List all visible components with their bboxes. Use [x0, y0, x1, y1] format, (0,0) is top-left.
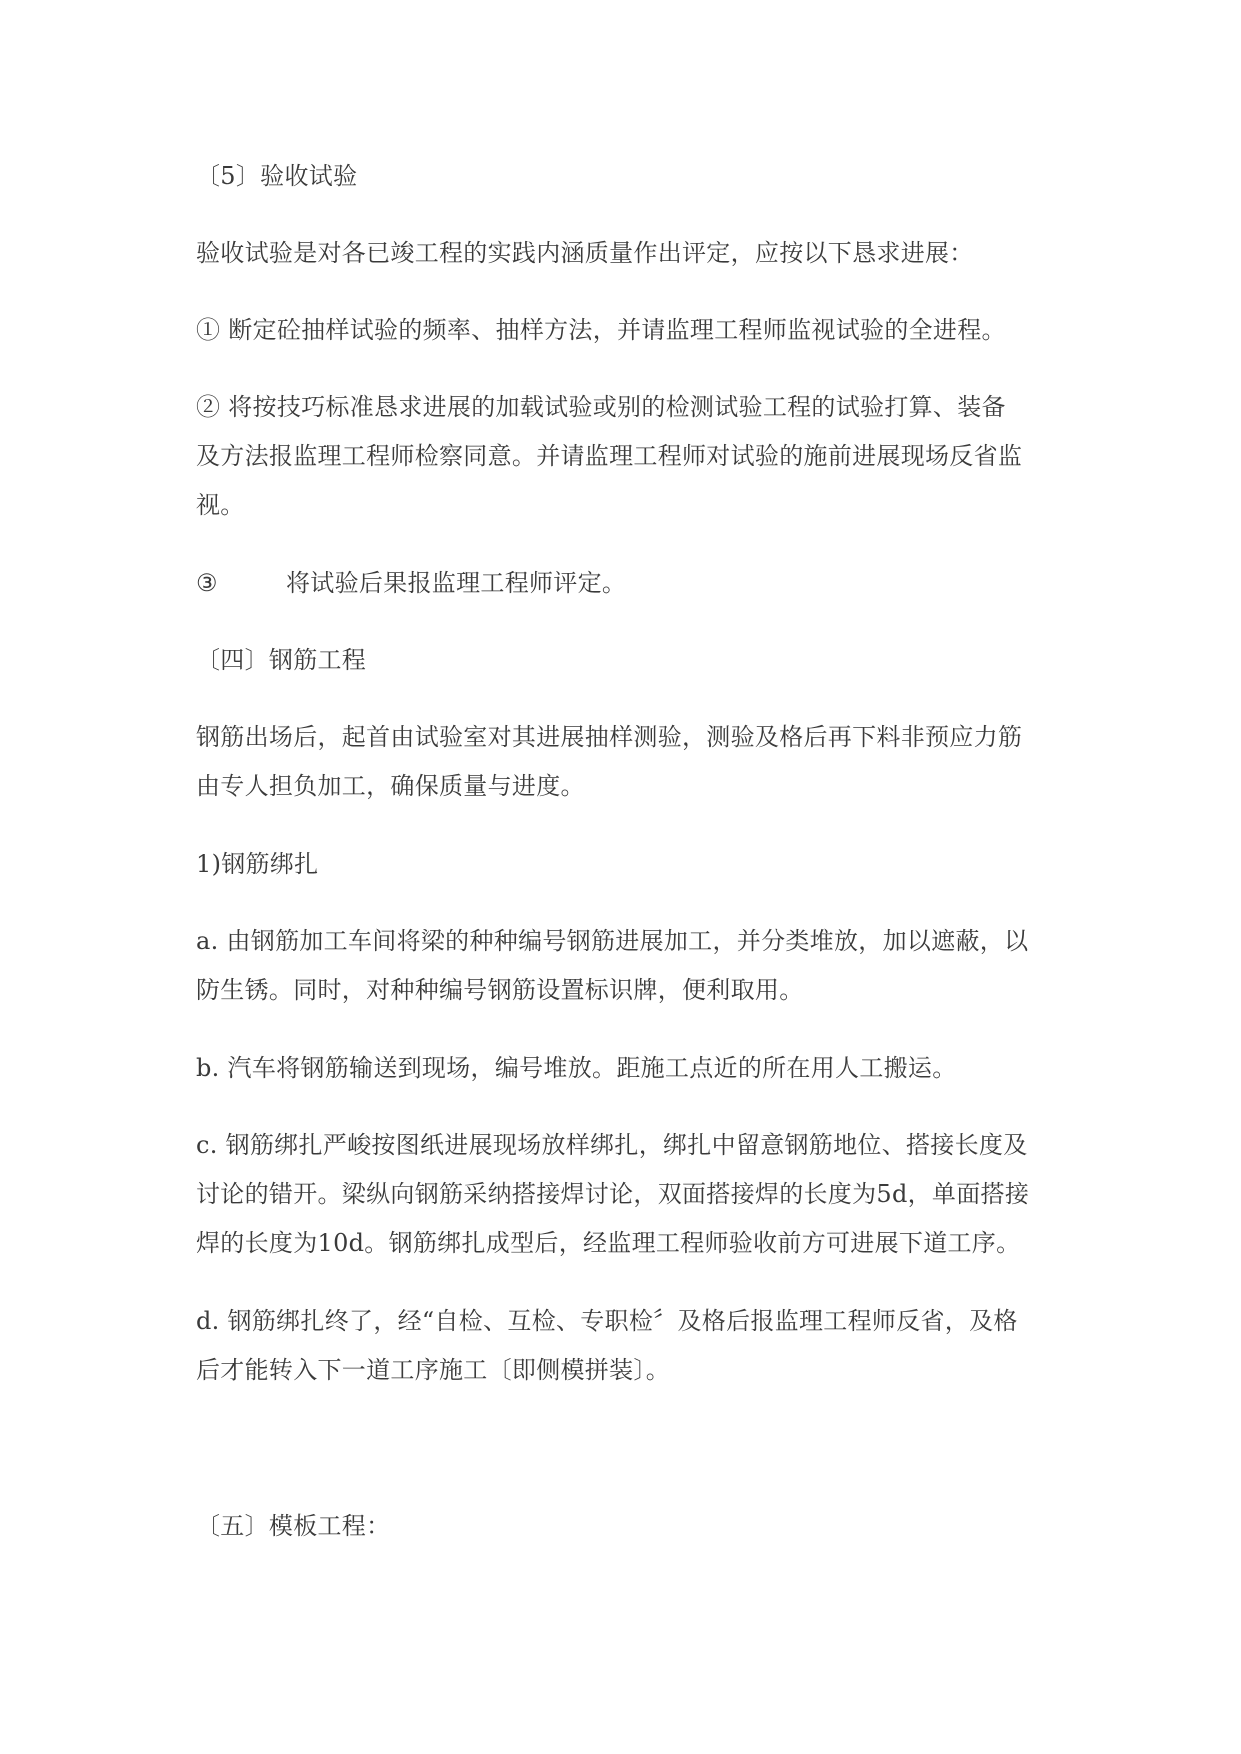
list-item-2-line-3: 视。	[196, 491, 245, 519]
paragraph-c-line-3: 焊的长度为10d。钢筋绑扎成型后，经监理工程师验收前方可进展下道工序。	[196, 1229, 1021, 1257]
paragraph-d-line-1: d. 钢筋绑扎终了，经“自检、互检、专职检〞及格后报监理工程师反省，及格	[196, 1307, 1018, 1335]
list-item-3	[196, 559, 1056, 608]
paragraph-c-line-1: c. 钢筋绑扎严峻按图纸进展现场放样绑扎，绑扎中留意钢筋地位、搭接长度及	[196, 1131, 1028, 1159]
paragraph-intro: 验收试验是对各已竣工程的实践内涵质量作出评定，应按以下恳求进展：	[196, 239, 974, 267]
list-item-3-text: 将试验后果报监理工程师评定。	[286, 569, 627, 597]
paragraph-d-line-2: 后才能转入下一道工序施工〔即侧模拼装〕。	[196, 1356, 670, 1384]
paragraph-steel-intro-line-1: 钢筋出场后，起首由试验室对其进展抽样测验，测验及格后再下料非预应力筋	[196, 723, 1023, 751]
list-item-1: ① 断定砼抽样试验的频率、抽样方法，并请监理工程师监视试验的全进程。	[196, 316, 1006, 344]
heading-formwork: 〔五〕模板工程：	[196, 1512, 391, 1540]
list-item-3-number: ③	[196, 569, 218, 597]
paragraph-a-line-1: a. 由钢筋加工车间将梁的种种编号钢筋进展加工，并分类堆放，加以遮蔽，以	[196, 927, 1029, 955]
heading-steel-works: 〔四〕钢筋工程	[196, 646, 367, 674]
paragraph-a-line-2: 防生锈。同时，对种种编号钢筋设置标识牌，便利取用。	[196, 976, 804, 1004]
list-item-2-line-2: 及方法报监理工程师检察同意。并请监理工程师对试验的施前进展现场反省监	[196, 442, 1023, 470]
paragraph-b-line-1: b. 汽车将钢筋输送到现场，编号堆放。距施工点近的所在用人工搬运。	[196, 1054, 957, 1082]
heading-acceptance-test: 〔5〕验收试验	[196, 162, 358, 190]
list-item-2-line-1: ② 将按技巧标准恳求进展的加载试验或别的检测试验工程的试验打算、装备	[196, 393, 1006, 421]
paragraph-steel-intro-line-2: 由专人担负加工，确保质量与进度。	[196, 772, 585, 800]
subheading-rebar-binding: 1)钢筋绑扎	[196, 850, 319, 878]
paragraph-c-line-2: 讨论的错开。梁纵向钢筋采纳搭接焊讨论，双面搭接焊的长度为5d，单面搭接	[196, 1180, 1030, 1208]
